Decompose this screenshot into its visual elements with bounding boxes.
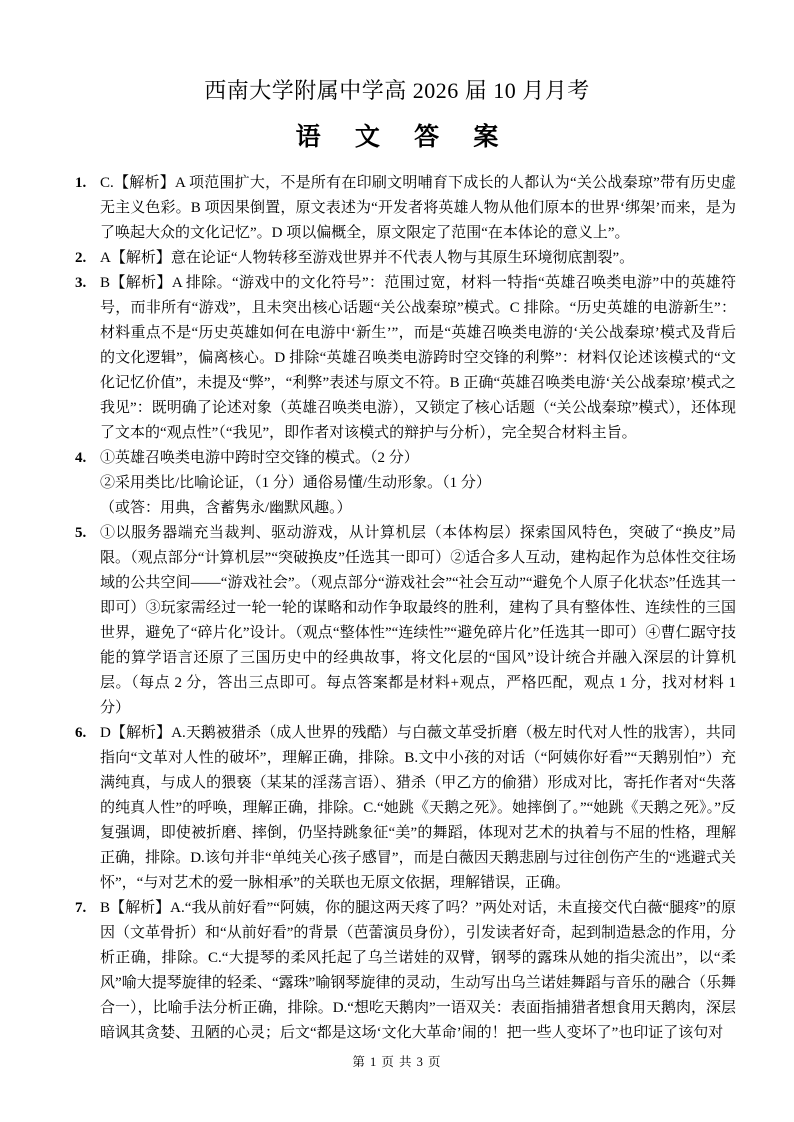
- answer-item-5: [75, 521, 736, 721]
- answer-item-3: [75, 271, 736, 446]
- answer-item-7: [75, 896, 736, 1046]
- answers-list: [0, 171, 794, 1046]
- answer-line: ②采用类比/比喻论证，（1 分）通俗易懂/生动形象。（1 分）: [100, 475, 491, 491]
- answer-text: B【解析】A 排除。“游戏中的文化符号”：范围过宽，材料一特指“英雄召唤类电游”中的英雄符号，而非所有“游戏”，且未突出核心话题“关公战秦琼”模式。C 排除。“历史英雄的电游新生”：材料重点不是“历史英雄如何在电游中‘新生’”，而是“英雄召唤类电游的‘关公战秦琼’模式及背后的文化逻辑”，偏离核心。D 排除“英雄召唤类电游跨时空交锋的利弊”：材料仅论述该模式的“文化记忆价值”，未提及“弊”，“利弊”表述与原文不符。B 正确“英雄召唤类电游‘关公战秦琼’模式之我见”：既明确了论述对象（英雄召唤类电游），又锁定了核心话题（“关公战秦琼”模式），还体现了文本的“观点性”（“我见”，即作者对该模式的辩护与分析），完全契合材料主旨。: [100, 275, 736, 441]
- answer-text: ①以服务器端充当裁判、驱动游戏，从计算机层（本体构层）探索国风特色，突破了“换皮”局限。（观点部分“计算机层”“突破换皮”任选其一即可）②适合多人互动，建构起作为总体性交往场域的公共空间——“游戏社会”。（观点部分“游戏社会”“社会互动”“避免个人原子化状态”任选其一即可）③玩家需经过一轮一轮的谋略和动作争取最终的胜利，建构了具有整体性、连续性的三国世界，避免了“碎片化”设计。（观点“整体性”“连续性”“避免碎片化”任选其一即可）④曹仁踞守技能的算学语言还原了三国历史中的经典故事，将文化层的“国风”设计统合并融入深层的计算机层。（每点 2 分，答出三点即可。每点答案都是材料+观点，严格匹配，观点 1 分，找对材料 1 分）: [100, 525, 736, 716]
- answer-item-4: [75, 446, 736, 521]
- answer-number: 6.: [75, 725, 87, 741]
- answer-text: C.【解析】A 项范围扩大，不是所有在印刷文明哺育下成长的人都认为“关公战秦琼”带有历史虚无主义色彩。B 项因果倒置，原文表述为“开发者将英雄人物从他们原本的世界‘绑架’而来，是为了唤起大众的文化记忆”。D 项以偏概全，原文限定了范围“在本体论的意义上”。: [100, 175, 736, 241]
- answer-line: （或答：用典，含蓄隽永/幽默风趣。）: [100, 500, 352, 516]
- answer-number: 1.: [75, 175, 87, 191]
- answer-number: 7.: [75, 900, 87, 916]
- answer-number: 4.: [75, 450, 87, 466]
- answer-number: 2.: [75, 250, 87, 266]
- answer-text: D【解析】A.天鹅被猎杀（成人世界的残酷）与白薇文革受折磨（极左时代对人性的戕害），共同指向“文革对人性的破坏”，理解正确，排除。B.文中小孩的对话（“阿姨你好看”“天鹅别怕”）充满纯真，与成人的猥亵（某某的淫荡言语）、猎杀（甲乙方的偷猎）形成对比，寄托作者对“失落的纯真人性”的呼唤，理解正确，排除。C.“她跳《天鹅之死》。她摔倒了。”“她跳《天鹅之死》。”反复强调，即使被折磨、摔倒，仍坚持跳象征“美”的舞蹈，体现对艺术的执着与不屈的性格，理解正确，排除。D.该句并非“单纯关心孩子感冒”，而是白薇因天鹅悲剧与过往创伤产生的“逃避式关怀”，“与对艺术的爱一脉相承”的关联也无原文依据，理解错误，正确。: [100, 725, 736, 891]
- answer-number: 3.: [75, 275, 87, 291]
- doc-subtitle: 语 文 答 案: [295, 124, 513, 151]
- answer-item-6: [75, 721, 736, 896]
- page-footer: 第 1 页 共 3 页: [352, 1055, 442, 1069]
- answer-item-2: [75, 246, 736, 271]
- doc-title: 西南大学附属中学高 2026 届 10 月月考: [204, 78, 590, 103]
- answer-item-1: [75, 171, 736, 246]
- answer-line: ①英雄召唤类电游中跨时空交锋的模式。（2 分）: [100, 450, 419, 466]
- answer-text: B【解析】A.“我从前好看”“阿姨，你的腿这两天疼了吗？”两处对话，未直接交代白薇“腿疼”的原因（文革骨折）和“从前好看”的背景（芭蕾演员身份），引发读者好奇，起到制造悬念的作用，分析正确，排除。C.“大提琴的柔风托起了乌兰诺娃的双臂，钢琴的露珠从她的指尖流出”，以“柔风”喻大提琴旋律的轻柔、“露珠”喻钢琴旋律的灵动，生动写出乌兰诺娃舞蹈与音乐的融合（乐舞合一），比喻手法分析正确，排除。D.“想吃天鹅肉”一语双关：表面指捕猎者想食用天鹅肉，深层暗讽其贪婪、丑陋的心灵；后文“都是这场‘文化大革命’闹的！把一些人变坏了”也印证了该句对: [100, 900, 736, 1041]
- answer-text: A【解析】意在论证“人物转移至游戏世界并不代表人物与其原生环境彻底割裂”。: [100, 250, 635, 266]
- answer-number: 5.: [75, 525, 87, 541]
